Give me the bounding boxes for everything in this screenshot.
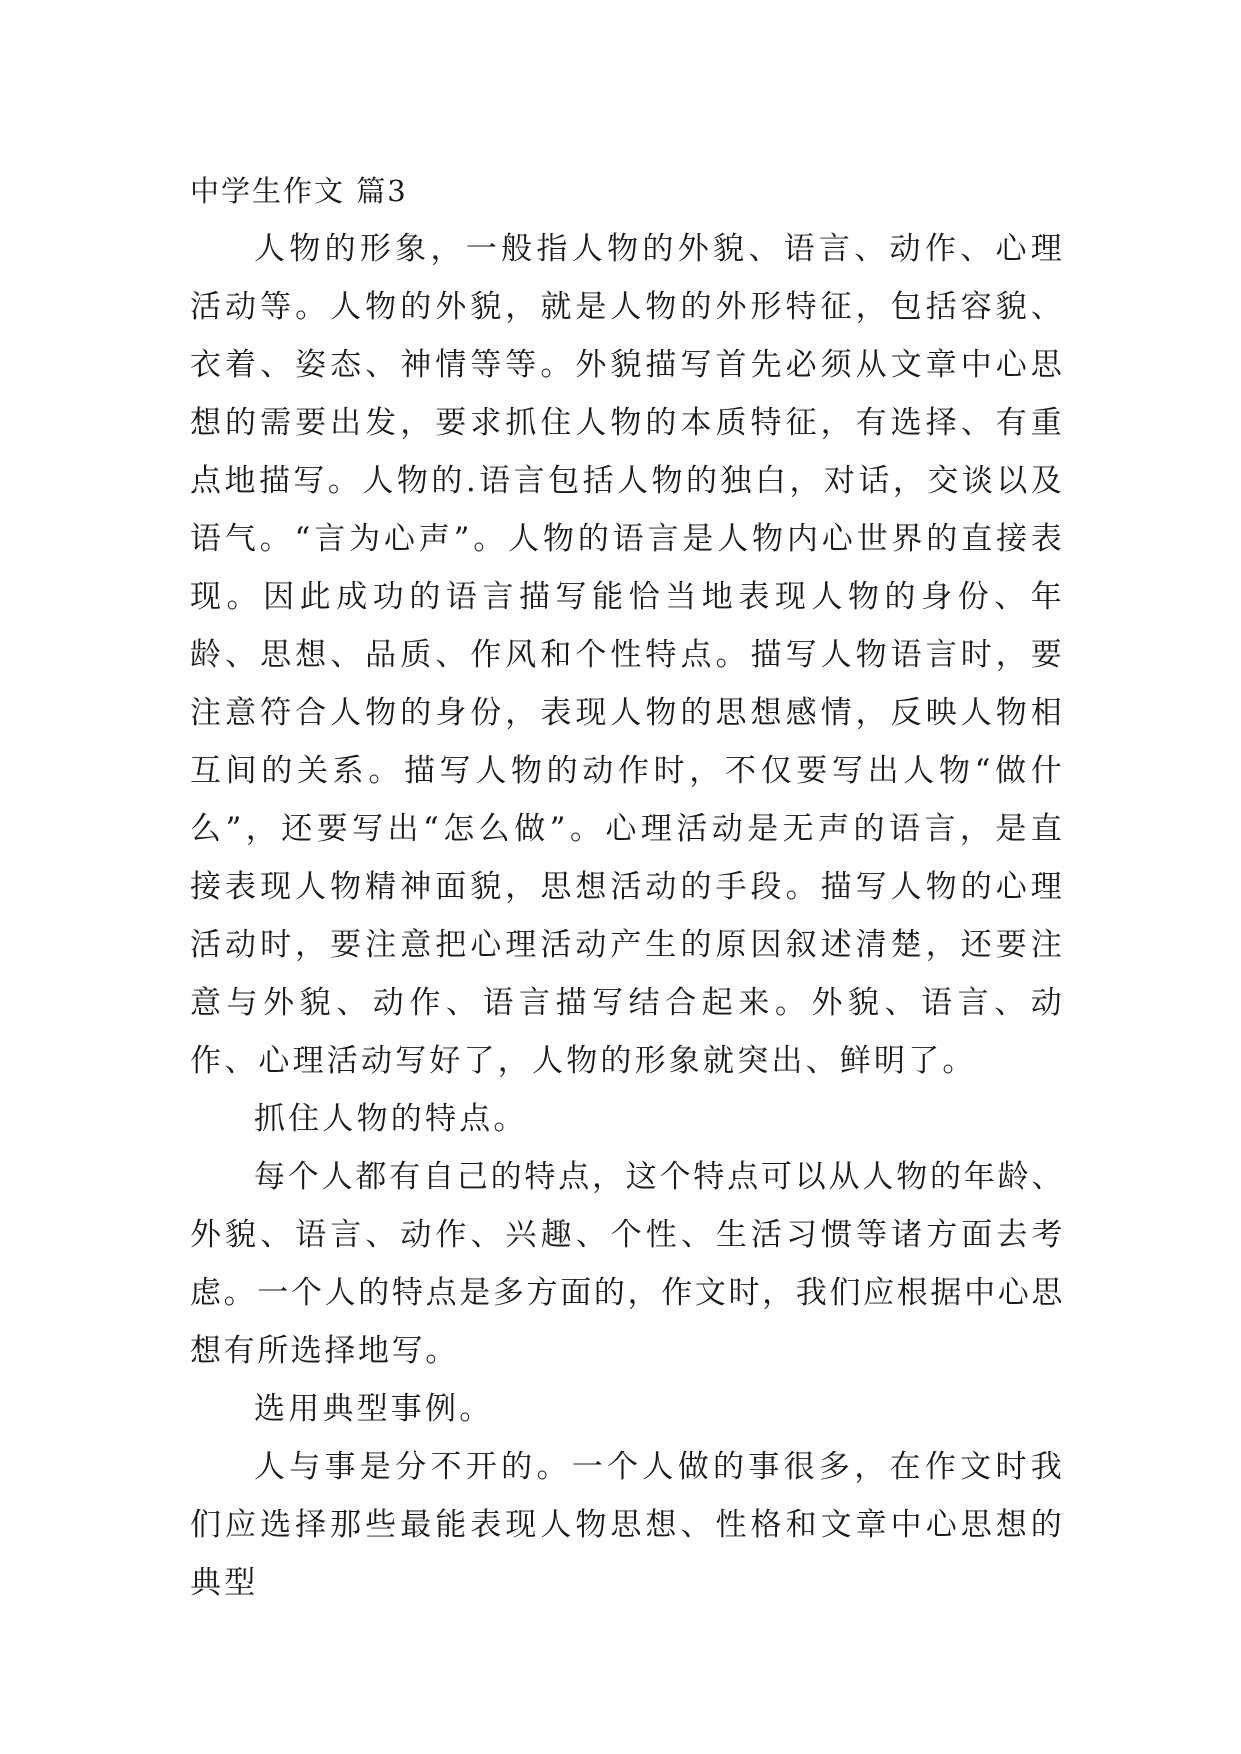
paragraph-character-image: 人物的形象，一般指人物的外貌、语言、动作、心理活动等。人物的外貌，就是人物的外形特征，包括容貌、衣着、姿态、神情等等。外貌描写首先必须从文章中心思想的需要出发，要求抓住人物的本质特征，有选择、有重点地描写。人物的.语言包括人物的独白，对话，交谈以及语气。“言为心声”。人物的语言是人物内心世界的直接表现。因此成功的语言描写能恰当地表现人物的身份、年龄、思想、品质、作风和个性特点。描写人物语言时，要注意符合人物的身份，表现人物的思想感情，反映人物相互间的关系。描写人物的动作时，不仅要写出人物“做什么”，还要写出“怎么做”。心理活动是无声的语言，是直接表现人物精神面貌，思想活动的手段。描写人物的心理活动时，要注意把心理活动产生的原因叙述清楚，还要注意与外貌、动作、语言描写结合起来。外貌、语言、动作、心理活动写好了，人物的形象就突出、鲜明了。 bbox=[190, 231, 1065, 1079]
document-page bbox=[190, 162, 1065, 1612]
paragraph-heading-traits: 抓住人物的特点。 bbox=[254, 1101, 528, 1137]
paragraph-heading-examples: 选用典型事例。 bbox=[254, 1391, 494, 1427]
paragraph-traits: 每个人都有自己的特点，这个特点可以从人物的年龄、外貌、语言、动作、兴趣、个性、生活习惯等诸方面去考虑。一个人的特点是多方面的，作文时，我们应根据中心思想有所选择地写。 bbox=[190, 1159, 1065, 1369]
paragraph-examples: 人与事是分不开的。一个人做的事很多，在作文时我们应选择那些最能表现人物思想、性格和文章中心思想的典型 bbox=[190, 1449, 1065, 1601]
document-title: 中学生作文 篇3 bbox=[190, 174, 408, 208]
